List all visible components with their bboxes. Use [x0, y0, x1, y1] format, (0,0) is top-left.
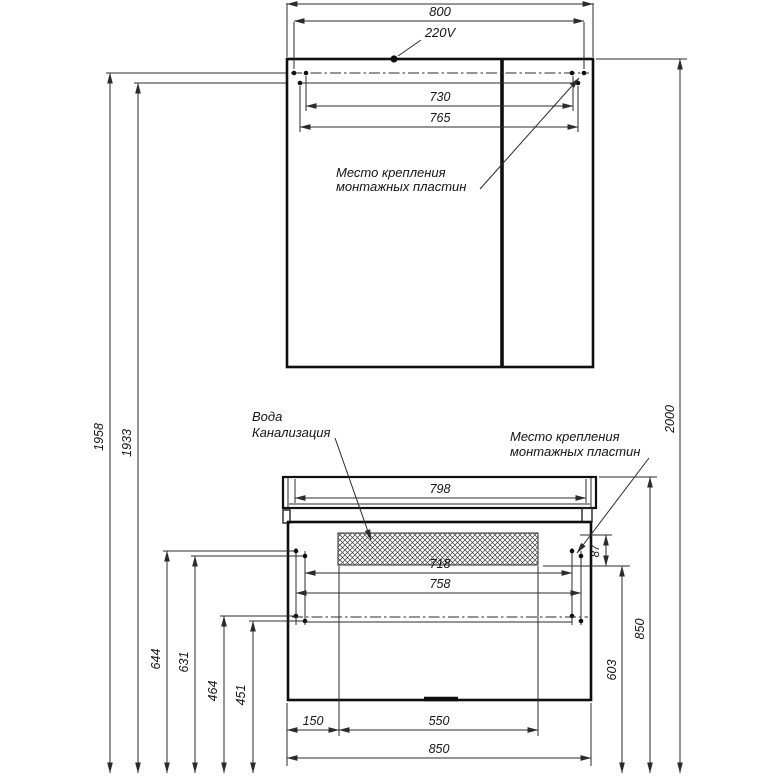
utility-note-line1: Вода	[252, 409, 283, 424]
dim-1933-label: 1933	[120, 429, 134, 457]
dim-464-label: 464	[206, 680, 220, 702]
dim-730-label: 730	[429, 90, 451, 104]
mount-dot	[570, 71, 575, 76]
dim-800-label: 800	[429, 4, 451, 19]
power-label: 220V	[424, 25, 456, 40]
dim-1958-label: 1958	[92, 423, 106, 451]
mount-dot	[579, 619, 584, 624]
mount-dot	[303, 554, 308, 559]
dim-451-label: 451	[234, 684, 248, 706]
cabinet-mount-note-line2: монтажных пластин	[336, 179, 467, 194]
utility-note-line2: Канализация	[252, 425, 331, 440]
dim-603-label: 603	[605, 659, 619, 681]
mount-dot	[294, 549, 299, 554]
mount-dot	[570, 614, 575, 619]
mount-dot	[303, 619, 308, 624]
dim-850-right-label: 850	[633, 618, 647, 640]
mount-dot	[298, 81, 303, 86]
dim-850-label: 850	[428, 742, 450, 756]
dim-631-label: 631	[177, 651, 191, 673]
mount-dot	[292, 71, 297, 76]
mount-dot	[294, 614, 299, 619]
mount-dot	[304, 71, 309, 76]
dim-87-label: 87	[590, 544, 602, 558]
mount-dot	[570, 549, 575, 554]
dim-550-label: 550	[428, 714, 450, 728]
mount-dot	[579, 554, 584, 559]
vanity-mount-note-line1: Место крепления	[510, 429, 620, 444]
vanity-mount-note-line2: монтажных пластин	[510, 444, 641, 459]
dim-644-label: 644	[149, 648, 163, 670]
dim-758-label: 758	[429, 577, 451, 591]
power-point-dot	[390, 55, 397, 62]
dim-718-label: 718	[429, 557, 451, 571]
dim-2000-label: 2000	[663, 405, 677, 433]
dim-765-label: 765	[429, 111, 451, 125]
dim-150-label: 150	[302, 714, 324, 728]
dim-798-label: 798	[429, 482, 451, 496]
mount-dot	[582, 71, 587, 76]
cabinet-mount-note-line1: Место крепления	[336, 165, 446, 180]
